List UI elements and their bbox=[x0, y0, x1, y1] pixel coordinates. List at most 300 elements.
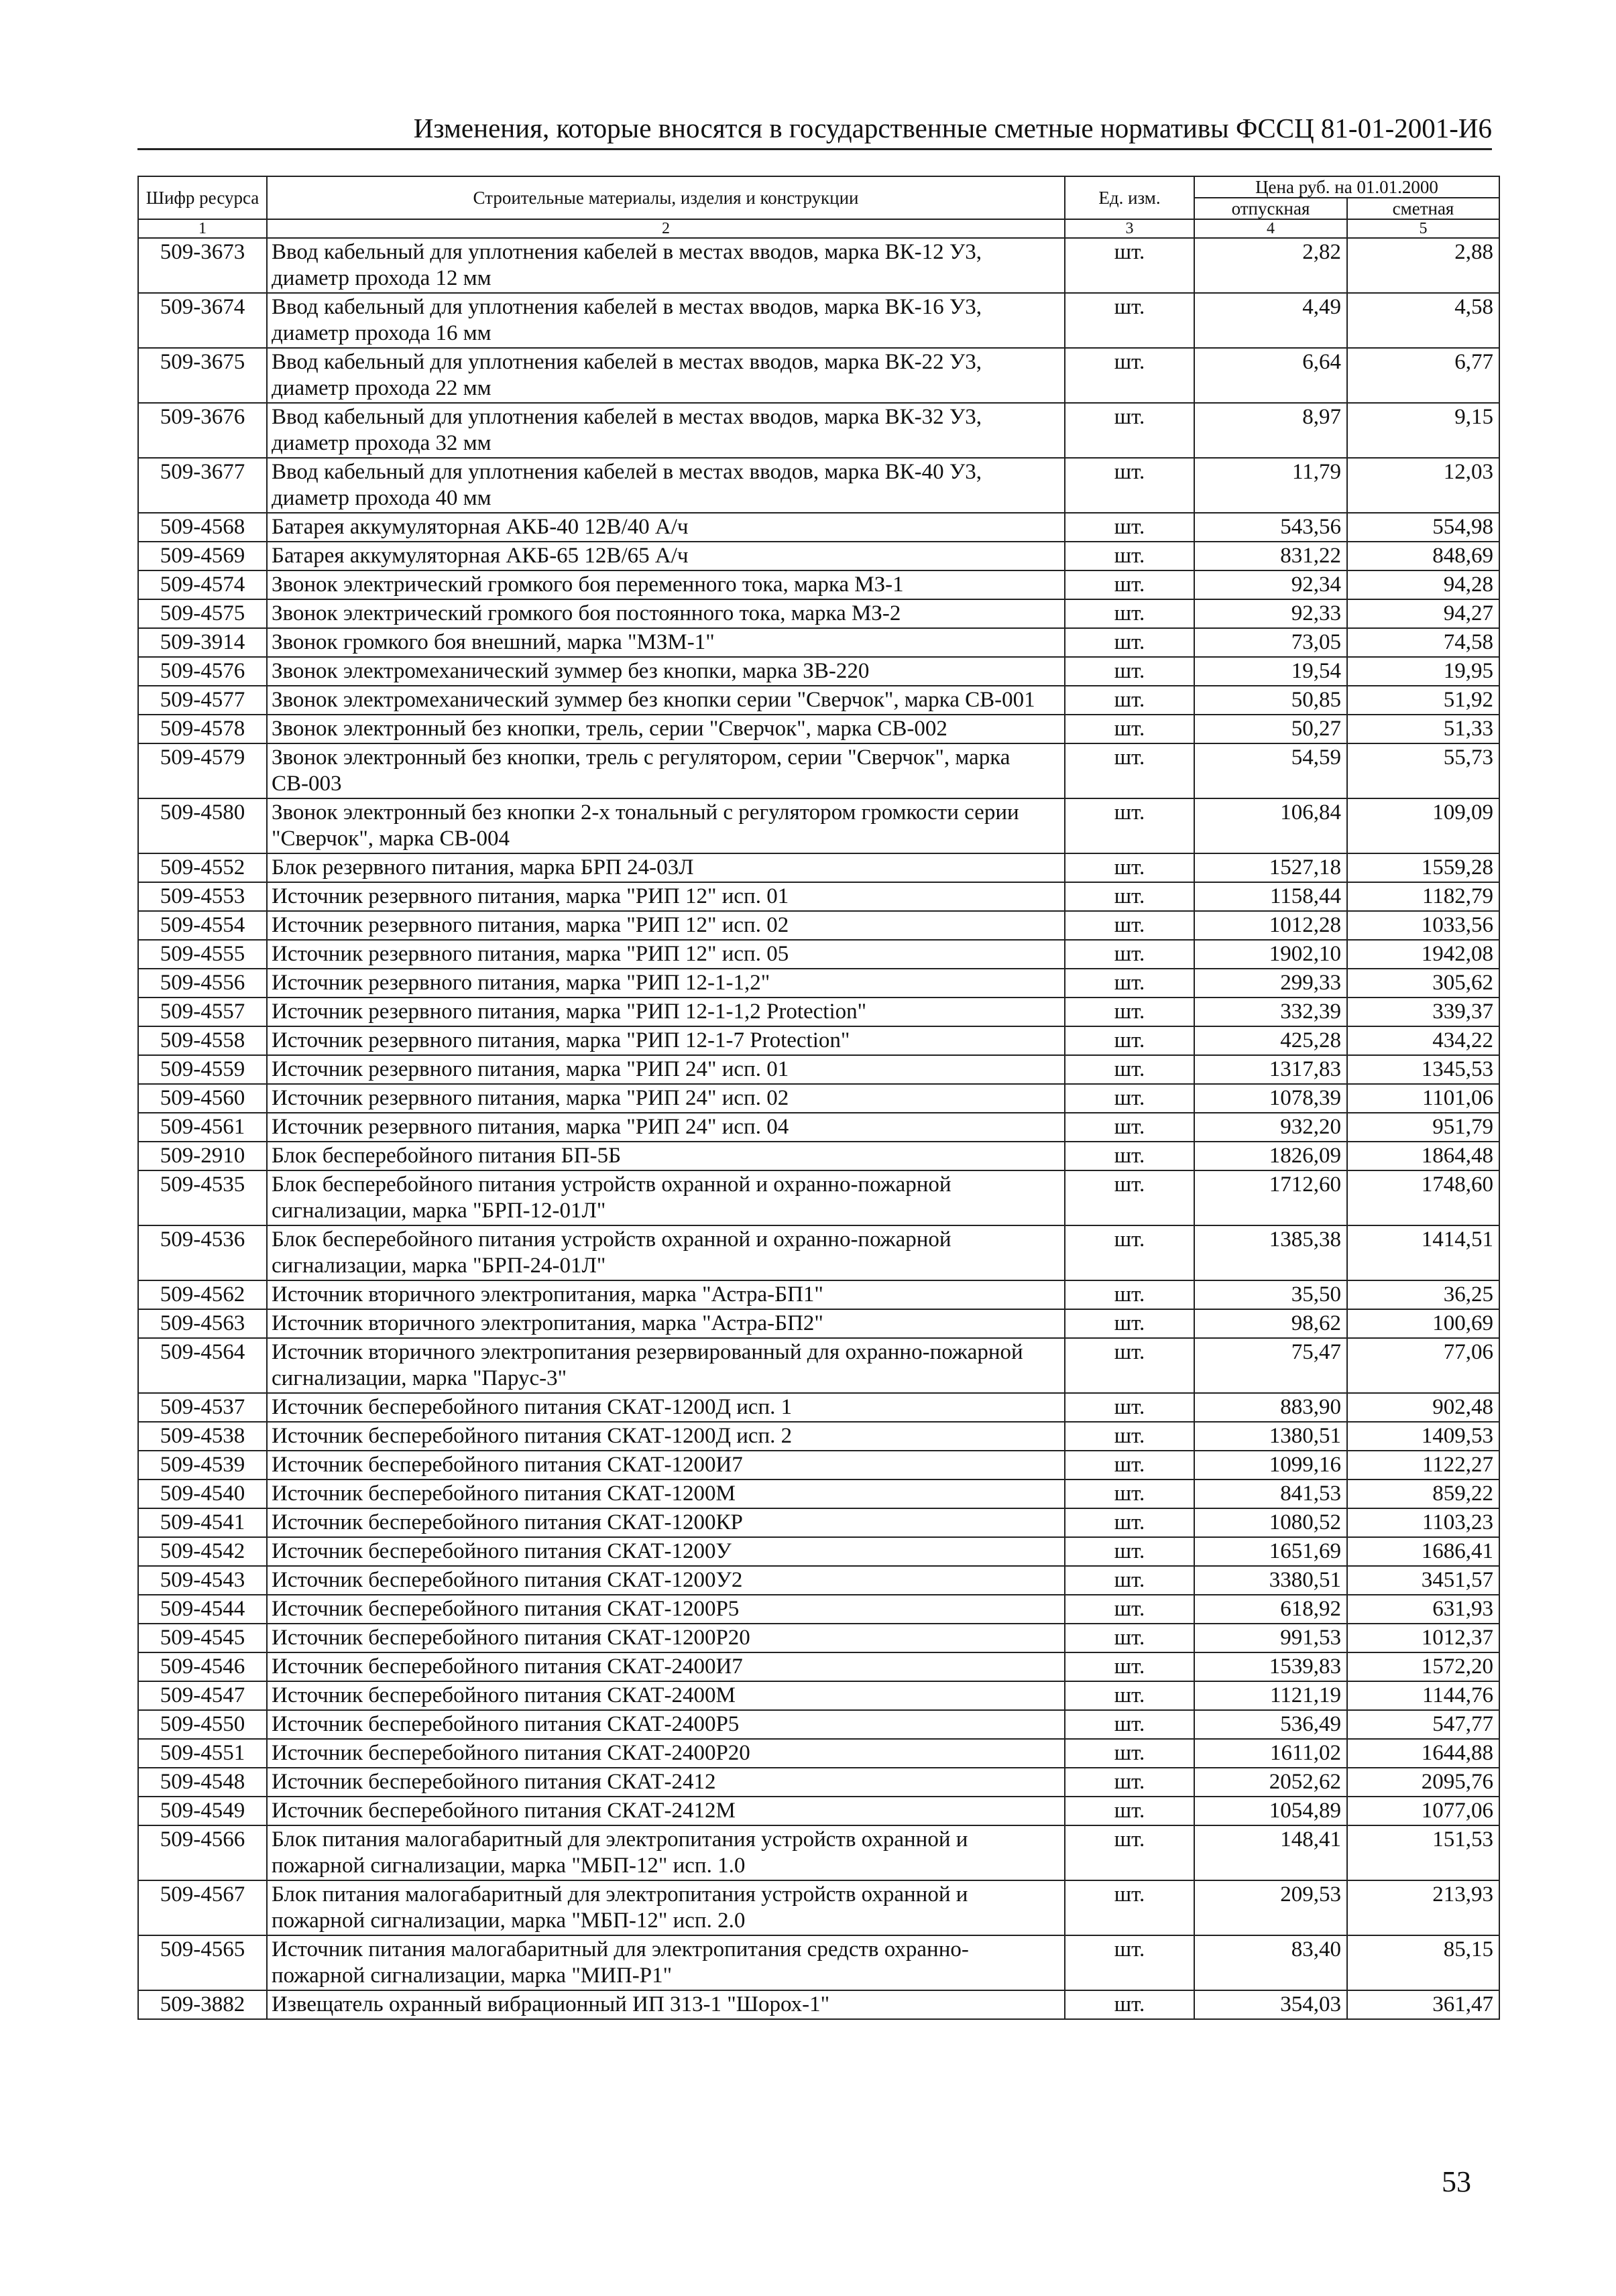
table-row bbox=[138, 513, 1499, 542]
cell-release-price: 73,05 bbox=[1194, 628, 1347, 657]
cell-unit: шт. bbox=[1065, 1393, 1194, 1422]
cell-code: 509-2910 bbox=[138, 1142, 267, 1170]
col-number-3: 3 bbox=[1065, 219, 1194, 238]
cell-name: Ввод кабельный для уплотнения кабелей в местах вводов, марка ВК-32 У3, диаметр прохода 32 мм bbox=[267, 403, 1065, 458]
cell-release-price: 354,03 bbox=[1194, 1990, 1347, 2019]
cell-unit: шт. bbox=[1065, 1537, 1194, 1566]
cell-estimate-price: 94,27 bbox=[1347, 599, 1499, 628]
cell-code: 509-4556 bbox=[138, 969, 267, 998]
cell-estimate-price: 1103,23 bbox=[1347, 1508, 1499, 1537]
cell-name: Источник бесперебойного питания СКАТ-1200У bbox=[267, 1537, 1065, 1566]
col-header-release: отпускная bbox=[1194, 198, 1347, 219]
page-number: 53 bbox=[1442, 2165, 1471, 2198]
cell-release-price: 54,59 bbox=[1194, 743, 1347, 798]
cell-code: 509-4542 bbox=[138, 1537, 267, 1566]
cell-estimate-price: 100,69 bbox=[1347, 1309, 1499, 1338]
cell-unit: шт. bbox=[1065, 1935, 1194, 1990]
cell-code: 509-3882 bbox=[138, 1990, 267, 2019]
cell-release-price: 332,39 bbox=[1194, 998, 1347, 1026]
cell-unit: шт. bbox=[1065, 1739, 1194, 1768]
cell-release-price: 883,90 bbox=[1194, 1393, 1347, 1422]
cell-code: 509-3673 bbox=[138, 238, 267, 293]
cell-name: Источник резервного питания, марка "РИП 12" исп. 02 bbox=[267, 911, 1065, 940]
cell-unit: шт. bbox=[1065, 458, 1194, 513]
cell-code: 509-4538 bbox=[138, 1422, 267, 1451]
cell-estimate-price: 36,25 bbox=[1347, 1280, 1499, 1309]
cell-estimate-price: 1686,41 bbox=[1347, 1537, 1499, 1566]
cell-release-price: 1385,38 bbox=[1194, 1225, 1347, 1280]
cell-release-price: 1158,44 bbox=[1194, 882, 1347, 911]
cell-estimate-price: 1644,88 bbox=[1347, 1739, 1499, 1768]
cell-release-price: 83,40 bbox=[1194, 1935, 1347, 1990]
cell-name: Батарея аккумуляторная АКБ-40 12В/40 А/ч bbox=[267, 513, 1065, 542]
table-row bbox=[138, 998, 1499, 1026]
cell-estimate-price: 1559,28 bbox=[1347, 853, 1499, 882]
cell-estimate-price: 902,48 bbox=[1347, 1393, 1499, 1422]
cell-name: Извещатель охранный вибрационный ИП 313-1 "Шорох-1" bbox=[267, 1990, 1065, 2019]
cell-code: 509-4565 bbox=[138, 1935, 267, 1990]
cell-unit: шт. bbox=[1065, 1797, 1194, 1825]
cell-name: Источник бесперебойного питания СКАТ-2412М bbox=[267, 1797, 1065, 1825]
cell-unit: шт. bbox=[1065, 1652, 1194, 1681]
cell-release-price: 536,49 bbox=[1194, 1710, 1347, 1739]
table-row bbox=[138, 1710, 1499, 1739]
cell-name: Источник резервного питания, марка "РИП 12-1-1,2" bbox=[267, 969, 1065, 998]
cell-estimate-price: 1122,27 bbox=[1347, 1451, 1499, 1479]
cell-name: Источник бесперебойного питания СКАТ-1200КР bbox=[267, 1508, 1065, 1537]
cell-estimate-price: 1864,48 bbox=[1347, 1142, 1499, 1170]
cell-name: Блок бесперебойного питания БП-5Б bbox=[267, 1142, 1065, 1170]
col-header-code: Шифр ресурса bbox=[138, 176, 267, 219]
cell-name: Источник бесперебойного питания СКАТ-1200Р5 bbox=[267, 1595, 1065, 1624]
table-row bbox=[138, 542, 1499, 570]
table-row bbox=[138, 1055, 1499, 1084]
cell-release-price: 1380,51 bbox=[1194, 1422, 1347, 1451]
table-row bbox=[138, 882, 1499, 911]
cell-estimate-price: 1182,79 bbox=[1347, 882, 1499, 911]
cell-code: 509-3674 bbox=[138, 293, 267, 348]
cell-release-price: 1054,89 bbox=[1194, 1797, 1347, 1825]
table-row bbox=[138, 458, 1499, 513]
cell-estimate-price: 848,69 bbox=[1347, 542, 1499, 570]
cell-estimate-price: 213,93 bbox=[1347, 1880, 1499, 1935]
table-row bbox=[138, 348, 1499, 403]
cell-unit: шт. bbox=[1065, 1479, 1194, 1508]
cell-estimate-price: 554,98 bbox=[1347, 513, 1499, 542]
cell-release-price: 1012,28 bbox=[1194, 911, 1347, 940]
cell-unit: шт. bbox=[1065, 1170, 1194, 1225]
cell-code: 509-4548 bbox=[138, 1768, 267, 1797]
cell-unit: шт. bbox=[1065, 1280, 1194, 1309]
cell-name: Источник бесперебойного питания СКАТ-2400М bbox=[267, 1681, 1065, 1710]
table-row bbox=[138, 570, 1499, 599]
cell-release-price: 8,97 bbox=[1194, 403, 1347, 458]
cell-estimate-price: 3451,57 bbox=[1347, 1566, 1499, 1595]
table-row bbox=[138, 1935, 1499, 1990]
cell-release-price: 2,82 bbox=[1194, 238, 1347, 293]
cell-code: 509-4545 bbox=[138, 1624, 267, 1652]
cell-unit: шт. bbox=[1065, 1508, 1194, 1537]
cell-release-price: 425,28 bbox=[1194, 1026, 1347, 1055]
cell-estimate-price: 1012,37 bbox=[1347, 1624, 1499, 1652]
cell-estimate-price: 1414,51 bbox=[1347, 1225, 1499, 1280]
cell-name: Источник бесперебойного питания СКАТ-2412 bbox=[267, 1768, 1065, 1797]
cell-estimate-price: 361,47 bbox=[1347, 1990, 1499, 2019]
cell-unit: шт. bbox=[1065, 1113, 1194, 1142]
cell-estimate-price: 12,03 bbox=[1347, 458, 1499, 513]
table-row bbox=[138, 403, 1499, 458]
cell-code: 509-4567 bbox=[138, 1880, 267, 1935]
table-row bbox=[138, 1084, 1499, 1113]
cell-code: 509-4550 bbox=[138, 1710, 267, 1739]
table-row bbox=[138, 1566, 1499, 1595]
cell-name: Источник бесперебойного питания СКАТ-2400Р20 bbox=[267, 1739, 1065, 1768]
table-row bbox=[138, 1825, 1499, 1880]
cell-release-price: 1121,19 bbox=[1194, 1681, 1347, 1710]
cell-name: Ввод кабельный для уплотнения кабелей в местах вводов, марка ВК-22 У3, диаметр прохода 22 мм bbox=[267, 348, 1065, 403]
cell-unit: шт. bbox=[1065, 403, 1194, 458]
table-row bbox=[138, 1990, 1499, 2019]
cell-unit: шт. bbox=[1065, 743, 1194, 798]
cell-estimate-price: 1942,08 bbox=[1347, 940, 1499, 969]
cell-code: 509-4549 bbox=[138, 1797, 267, 1825]
cell-release-price: 50,27 bbox=[1194, 715, 1347, 743]
cell-estimate-price: 631,93 bbox=[1347, 1595, 1499, 1624]
cell-estimate-price: 1101,06 bbox=[1347, 1084, 1499, 1113]
cell-unit: шт. bbox=[1065, 628, 1194, 657]
cell-release-price: 3380,51 bbox=[1194, 1566, 1347, 1595]
cell-unit: шт. bbox=[1065, 998, 1194, 1026]
cell-name: Источник бесперебойного питания СКАТ-1200У2 bbox=[267, 1566, 1065, 1595]
cell-name: Звонок электронный без кнопки, трель, серии "Сверчок", марка СВ-002 bbox=[267, 715, 1065, 743]
cell-release-price: 2052,62 bbox=[1194, 1768, 1347, 1797]
cell-name: Звонок электронный без кнопки 2-х тональный с регулятором громкости серии "Сверчок", марка СВ-004 bbox=[267, 798, 1065, 853]
cell-unit: шт. bbox=[1065, 1084, 1194, 1113]
cell-code: 509-4566 bbox=[138, 1825, 267, 1880]
cell-code: 509-4540 bbox=[138, 1479, 267, 1508]
cell-unit: шт. bbox=[1065, 1681, 1194, 1710]
table-row bbox=[138, 1170, 1499, 1225]
table-row bbox=[138, 1652, 1499, 1681]
cell-code: 509-4579 bbox=[138, 743, 267, 798]
cell-estimate-price: 51,92 bbox=[1347, 686, 1499, 715]
col-header-price: Цена руб. на 01.01.2000 bbox=[1194, 176, 1499, 198]
col-number-2: 2 bbox=[267, 219, 1065, 238]
cell-estimate-price: 9,15 bbox=[1347, 403, 1499, 458]
cell-name: Звонок электронный без кнопки, трель с регулятором, серии "Сверчок", марка СВ-003 bbox=[267, 743, 1065, 798]
cell-release-price: 4,49 bbox=[1194, 293, 1347, 348]
table-row bbox=[138, 1739, 1499, 1768]
cell-release-price: 1099,16 bbox=[1194, 1451, 1347, 1479]
table-row bbox=[138, 853, 1499, 882]
cell-name: Источник бесперебойного питания СКАТ-1200Д исп. 2 bbox=[267, 1422, 1065, 1451]
table-row bbox=[138, 1624, 1499, 1652]
cell-name: Источник бесперебойного питания СКАТ-1200И7 bbox=[267, 1451, 1065, 1479]
cell-code: 509-4537 bbox=[138, 1393, 267, 1422]
cell-release-price: 75,47 bbox=[1194, 1338, 1347, 1393]
cell-unit: шт. bbox=[1065, 969, 1194, 998]
cell-unit: шт. bbox=[1065, 1566, 1194, 1595]
cell-code: 509-4575 bbox=[138, 599, 267, 628]
cell-code: 509-3914 bbox=[138, 628, 267, 657]
cell-name: Звонок электрический громкого боя переменного тока, марка МЗ-1 bbox=[267, 570, 1065, 599]
table-row bbox=[138, 1479, 1499, 1508]
cell-unit: шт. bbox=[1065, 513, 1194, 542]
cell-release-price: 1826,09 bbox=[1194, 1142, 1347, 1170]
cell-name: Источник резервного питания, марка "РИП 12" исп. 01 bbox=[267, 882, 1065, 911]
table-row bbox=[138, 911, 1499, 940]
table-row bbox=[138, 628, 1499, 657]
cell-release-price: 841,53 bbox=[1194, 1479, 1347, 1508]
table-row bbox=[138, 1681, 1499, 1710]
cell-estimate-price: 151,53 bbox=[1347, 1825, 1499, 1880]
cell-name: Блок бесперебойного питания устройств охранной и охранно-пожарной сигнализации, марка "БРП-12-01Л" bbox=[267, 1170, 1065, 1225]
cell-release-price: 11,79 bbox=[1194, 458, 1347, 513]
cell-code: 509-4541 bbox=[138, 1508, 267, 1537]
cell-name: Ввод кабельный для уплотнения кабелей в местах вводов, марка ВК-12 У3, диаметр прохода 12 мм bbox=[267, 238, 1065, 293]
table-row bbox=[138, 1142, 1499, 1170]
cell-estimate-price: 85,15 bbox=[1347, 1935, 1499, 1990]
cell-unit: шт. bbox=[1065, 348, 1194, 403]
table-row bbox=[138, 1113, 1499, 1142]
cell-name: Источник бесперебойного питания СКАТ-2400Р5 bbox=[267, 1710, 1065, 1739]
cell-estimate-price: 1077,06 bbox=[1347, 1797, 1499, 1825]
price-table bbox=[137, 176, 1500, 2020]
cell-release-price: 831,22 bbox=[1194, 542, 1347, 570]
cell-estimate-price: 339,37 bbox=[1347, 998, 1499, 1026]
table-row bbox=[138, 1595, 1499, 1624]
cell-code: 509-4553 bbox=[138, 882, 267, 911]
cell-release-price: 1080,52 bbox=[1194, 1508, 1347, 1537]
cell-unit: шт. bbox=[1065, 1026, 1194, 1055]
cell-code: 509-4561 bbox=[138, 1113, 267, 1142]
cell-release-price: 19,54 bbox=[1194, 657, 1347, 686]
cell-release-price: 1712,60 bbox=[1194, 1170, 1347, 1225]
table-row bbox=[138, 969, 1499, 998]
cell-unit: шт. bbox=[1065, 1825, 1194, 1880]
cell-code: 509-4547 bbox=[138, 1681, 267, 1710]
cell-unit: шт. bbox=[1065, 1225, 1194, 1280]
cell-code: 509-4576 bbox=[138, 657, 267, 686]
cell-unit: шт. bbox=[1065, 1768, 1194, 1797]
table-row bbox=[138, 293, 1499, 348]
cell-estimate-price: 2,88 bbox=[1347, 238, 1499, 293]
cell-code: 509-3676 bbox=[138, 403, 267, 458]
table-row bbox=[138, 743, 1499, 798]
table-row bbox=[138, 1880, 1499, 1935]
cell-unit: шт. bbox=[1065, 911, 1194, 940]
cell-release-price: 299,33 bbox=[1194, 969, 1347, 998]
cell-estimate-price: 1144,76 bbox=[1347, 1681, 1499, 1710]
table-row bbox=[138, 1422, 1499, 1451]
cell-code: 509-4580 bbox=[138, 798, 267, 853]
table-row bbox=[138, 1393, 1499, 1422]
cell-unit: шт. bbox=[1065, 798, 1194, 853]
cell-code: 509-4555 bbox=[138, 940, 267, 969]
col-header-unit: Ед. изм. bbox=[1065, 176, 1194, 219]
cell-name: Источник вторичного электропитания резервированный для охранно-пожарной сигнализации, марка "Парус-3" bbox=[267, 1338, 1065, 1393]
table-row bbox=[138, 940, 1499, 969]
cell-name: Источник резервного питания, марка "РИП 12" исп. 05 bbox=[267, 940, 1065, 969]
table-row bbox=[138, 657, 1499, 686]
table-row bbox=[138, 1537, 1499, 1566]
cell-code: 509-4568 bbox=[138, 513, 267, 542]
table-row bbox=[138, 1768, 1499, 1797]
cell-unit: шт. bbox=[1065, 940, 1194, 969]
cell-name: Источник вторичного электропитания, марка "Астра-БП1" bbox=[267, 1280, 1065, 1309]
cell-unit: шт. bbox=[1065, 1990, 1194, 2019]
table-row bbox=[138, 715, 1499, 743]
table-row bbox=[138, 1309, 1499, 1338]
cell-release-price: 148,41 bbox=[1194, 1825, 1347, 1880]
cell-code: 509-4559 bbox=[138, 1055, 267, 1084]
cell-name: Источник бесперебойного питания СКАТ-2400И7 bbox=[267, 1652, 1065, 1681]
cell-release-price: 1651,69 bbox=[1194, 1537, 1347, 1566]
table-row bbox=[138, 1225, 1499, 1280]
cell-code: 509-4552 bbox=[138, 853, 267, 882]
cell-release-price: 543,56 bbox=[1194, 513, 1347, 542]
cell-unit: шт. bbox=[1065, 542, 1194, 570]
cell-unit: шт. bbox=[1065, 1880, 1194, 1935]
cell-unit: шт. bbox=[1065, 1451, 1194, 1479]
cell-unit: шт. bbox=[1065, 853, 1194, 882]
cell-estimate-price: 74,58 bbox=[1347, 628, 1499, 657]
cell-estimate-price: 547,77 bbox=[1347, 1710, 1499, 1739]
cell-unit: шт. bbox=[1065, 715, 1194, 743]
cell-estimate-price: 1748,60 bbox=[1347, 1170, 1499, 1225]
cell-code: 509-4557 bbox=[138, 998, 267, 1026]
cell-code: 509-4563 bbox=[138, 1309, 267, 1338]
cell-release-price: 1078,39 bbox=[1194, 1084, 1347, 1113]
price-table-container bbox=[137, 176, 1499, 2020]
cell-estimate-price: 55,73 bbox=[1347, 743, 1499, 798]
cell-unit: шт. bbox=[1065, 570, 1194, 599]
cell-release-price: 932,20 bbox=[1194, 1113, 1347, 1142]
cell-unit: шт. bbox=[1065, 1624, 1194, 1652]
table-row bbox=[138, 238, 1499, 293]
cell-estimate-price: 109,09 bbox=[1347, 798, 1499, 853]
cell-unit: шт. bbox=[1065, 1142, 1194, 1170]
cell-name: Источник вторичного электропитания, марка "Астра-БП2" bbox=[267, 1309, 1065, 1338]
cell-code: 509-4544 bbox=[138, 1595, 267, 1624]
cell-release-price: 991,53 bbox=[1194, 1624, 1347, 1652]
cell-estimate-price: 6,77 bbox=[1347, 348, 1499, 403]
cell-unit: шт. bbox=[1065, 657, 1194, 686]
cell-release-price: 1527,18 bbox=[1194, 853, 1347, 882]
cell-release-price: 92,33 bbox=[1194, 599, 1347, 628]
cell-name: Источник резервного питания, марка "РИП 24" исп. 04 bbox=[267, 1113, 1065, 1142]
cell-unit: шт. bbox=[1065, 1338, 1194, 1393]
cell-code: 509-4574 bbox=[138, 570, 267, 599]
table-row bbox=[138, 1338, 1499, 1393]
col-header-name: Строительные материалы, изделия и конструкции bbox=[267, 176, 1065, 219]
cell-estimate-price: 1572,20 bbox=[1347, 1652, 1499, 1681]
table-row bbox=[138, 1026, 1499, 1055]
cell-estimate-price: 305,62 bbox=[1347, 969, 1499, 998]
page-header: Изменения, которые вносятся в государственные сметные нормативы ФССЦ 81-01-2001-И6 bbox=[137, 111, 1492, 150]
cell-unit: шт. bbox=[1065, 1595, 1194, 1624]
cell-estimate-price: 434,22 bbox=[1347, 1026, 1499, 1055]
cell-release-price: 35,50 bbox=[1194, 1280, 1347, 1309]
cell-estimate-price: 1033,56 bbox=[1347, 911, 1499, 940]
cell-code: 509-4536 bbox=[138, 1225, 267, 1280]
cell-name: Источник бесперебойного питания СКАТ-1200Д исп. 1 bbox=[267, 1393, 1065, 1422]
cell-code: 509-3675 bbox=[138, 348, 267, 403]
cell-code: 509-4554 bbox=[138, 911, 267, 940]
cell-name: Источник резервного питания, марка "РИП 12-1-7 Protection" bbox=[267, 1026, 1065, 1055]
table-row bbox=[138, 1451, 1499, 1479]
cell-name: Источник резервного питания, марка "РИП 24" исп. 02 bbox=[267, 1084, 1065, 1113]
cell-name: Источник бесперебойного питания СКАТ-1200Р20 bbox=[267, 1624, 1065, 1652]
cell-name: Ввод кабельный для уплотнения кабелей в местах вводов, марка ВК-40 У3, диаметр прохода 40 мм bbox=[267, 458, 1065, 513]
cell-estimate-price: 951,79 bbox=[1347, 1113, 1499, 1142]
table-body bbox=[138, 238, 1499, 2019]
cell-name: Звонок громкого боя внешний, марка "МЗМ-1" bbox=[267, 628, 1065, 657]
cell-release-price: 618,92 bbox=[1194, 1595, 1347, 1624]
cell-code: 509-3677 bbox=[138, 458, 267, 513]
cell-name: Звонок электромеханический зуммер без кнопки, марка ЗВ-220 bbox=[267, 657, 1065, 686]
cell-unit: шт. bbox=[1065, 686, 1194, 715]
cell-estimate-price: 4,58 bbox=[1347, 293, 1499, 348]
cell-estimate-price: 2095,76 bbox=[1347, 1768, 1499, 1797]
cell-estimate-price: 1345,53 bbox=[1347, 1055, 1499, 1084]
cell-unit: шт. bbox=[1065, 1422, 1194, 1451]
col-header-estimate: сметная bbox=[1347, 198, 1499, 219]
cell-unit: шт. bbox=[1065, 599, 1194, 628]
cell-name: Ввод кабельный для уплотнения кабелей в местах вводов, марка ВК-16 У3, диаметр прохода 16 мм bbox=[267, 293, 1065, 348]
cell-estimate-price: 859,22 bbox=[1347, 1479, 1499, 1508]
col-number-5: 5 bbox=[1347, 219, 1499, 238]
cell-name: Источник резервного питания, марка "РИП 24" исп. 01 bbox=[267, 1055, 1065, 1084]
cell-release-price: 1317,83 bbox=[1194, 1055, 1347, 1084]
cell-release-price: 92,34 bbox=[1194, 570, 1347, 599]
cell-unit: шт. bbox=[1065, 1055, 1194, 1084]
cell-name: Блок резервного питания, марка БРП 24-03Л bbox=[267, 853, 1065, 882]
cell-estimate-price: 94,28 bbox=[1347, 570, 1499, 599]
cell-code: 509-4577 bbox=[138, 686, 267, 715]
cell-unit: шт. bbox=[1065, 238, 1194, 293]
cell-estimate-price: 77,06 bbox=[1347, 1338, 1499, 1393]
cell-name: Блок питания малогабаритный для электропитания устройств охранной и пожарной сигнализации, марка "МБП-12" исп. 1.0 bbox=[267, 1825, 1065, 1880]
cell-code: 509-4546 bbox=[138, 1652, 267, 1681]
cell-name: Блок питания малогабаритный для электропитания устройств охранной и пожарной сигнализации, марка "МБП-12" исп. 2.0 bbox=[267, 1880, 1065, 1935]
cell-estimate-price: 1409,53 bbox=[1347, 1422, 1499, 1451]
cell-name: Источник бесперебойного питания СКАТ-1200М bbox=[267, 1479, 1065, 1508]
cell-code: 509-4560 bbox=[138, 1084, 267, 1113]
cell-unit: шт. bbox=[1065, 293, 1194, 348]
table-row bbox=[138, 1797, 1499, 1825]
cell-name: Звонок электрический громкого боя постоянного тока, марка МЗ-2 bbox=[267, 599, 1065, 628]
cell-code: 509-4551 bbox=[138, 1739, 267, 1768]
col-number-1: 1 bbox=[138, 219, 267, 238]
table-row bbox=[138, 798, 1499, 853]
cell-name: Источник питания малогабаритный для электропитания средств охранно-пожарной сигнализации, марка "МИП-Р1" bbox=[267, 1935, 1065, 1990]
table-row bbox=[138, 1508, 1499, 1537]
cell-code: 509-4543 bbox=[138, 1566, 267, 1595]
cell-code: 509-4535 bbox=[138, 1170, 267, 1225]
cell-release-price: 50,85 bbox=[1194, 686, 1347, 715]
cell-release-price: 209,53 bbox=[1194, 1880, 1347, 1935]
cell-unit: шт. bbox=[1065, 1309, 1194, 1338]
cell-release-price: 1539,83 bbox=[1194, 1652, 1347, 1681]
cell-code: 509-4578 bbox=[138, 715, 267, 743]
cell-release-price: 1611,02 bbox=[1194, 1739, 1347, 1768]
cell-code: 509-4539 bbox=[138, 1451, 267, 1479]
cell-code: 509-4558 bbox=[138, 1026, 267, 1055]
cell-name: Звонок электромеханический зуммер без кнопки серии "Сверчок", марка СВ-001 bbox=[267, 686, 1065, 715]
cell-estimate-price: 19,95 bbox=[1347, 657, 1499, 686]
cell-release-price: 6,64 bbox=[1194, 348, 1347, 403]
